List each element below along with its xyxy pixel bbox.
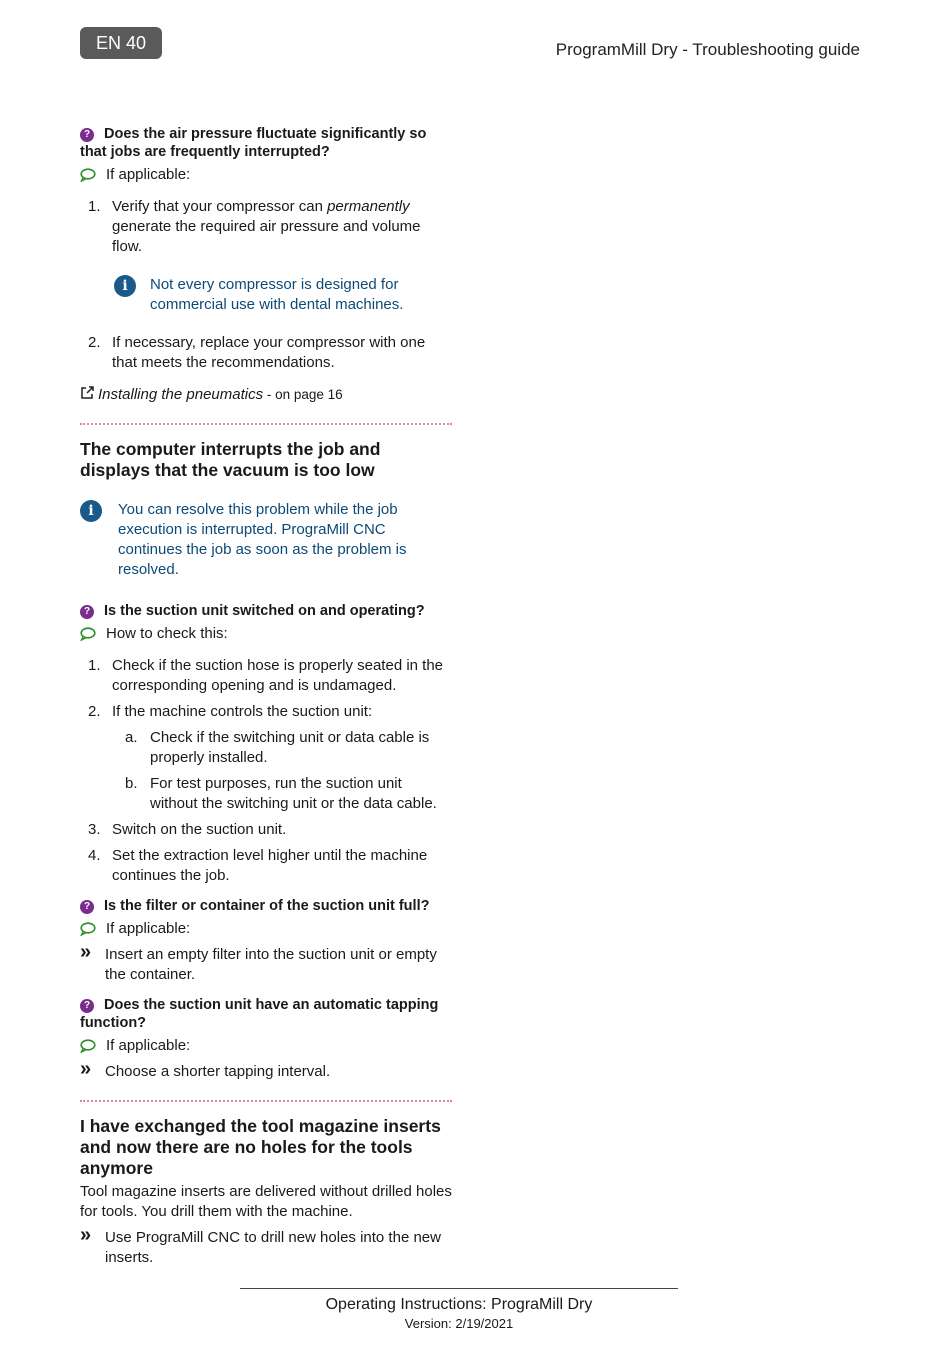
question-text: Does the air pressure fluctuate significantly so that jobs are frequently interrupted? bbox=[80, 126, 427, 160]
footer-title: Operating Instructions: PrograMill Dry bbox=[325, 1296, 593, 1313]
page-number-badge: EN 40 bbox=[80, 27, 162, 59]
answer-label: How to check this: bbox=[80, 624, 452, 644]
question-icon: ? bbox=[80, 605, 94, 619]
question-icon: ? bbox=[80, 128, 94, 142]
footer-rule bbox=[240, 1288, 678, 1289]
speech-bubble-icon bbox=[80, 168, 96, 182]
cross-reference-link[interactable]: Installing the pneumatics - on page 16 bbox=[80, 385, 452, 405]
section-divider bbox=[80, 423, 452, 425]
speech-bubble-icon bbox=[80, 922, 96, 936]
substep-item: a. Check if the switching unit or data cable is properly installed. bbox=[125, 729, 430, 766]
section-divider bbox=[80, 1100, 452, 1102]
question-tapping-function: ? Does the suction unit have an automatic tapping function? bbox=[80, 997, 439, 1031]
substep-item: b. For test purposes, run the suction unit without the switching unit or the data cable. bbox=[125, 775, 437, 812]
info-note: i Not every compressor is designed for commercial use with dental machines. bbox=[150, 275, 452, 315]
question-icon: ? bbox=[80, 999, 94, 1013]
answer-label: If applicable: bbox=[80, 165, 452, 185]
step-item: 2. If necessary, replace your compressor with one that meets the recommendations. bbox=[88, 334, 426, 371]
section-heading: The computer interrupts the job and displays that the vacuum is too low bbox=[80, 439, 381, 480]
footer-version: Version: 2/19/2021 bbox=[404, 1316, 514, 1331]
action-item: » Use PrograMill CNC to drill new holes into the new inserts. bbox=[80, 1224, 441, 1266]
action-item: » Insert an empty filter into the suction unit or empty the container. bbox=[80, 941, 437, 983]
speech-bubble-icon bbox=[80, 627, 96, 641]
info-note: i You can resolve this problem while the job execution is interrupted. PrograMill CNC continues the job as soon as the problem is resolved. bbox=[118, 500, 452, 580]
answer-label: If applicable: bbox=[80, 1036, 452, 1056]
step-item: 3. Switch on the suction unit. bbox=[88, 821, 287, 838]
external-link-icon bbox=[80, 386, 94, 400]
question-air-pressure bbox=[80, 125, 452, 161]
question-icon: ? bbox=[80, 900, 94, 914]
chevron-double-right-icon: » bbox=[80, 1058, 92, 1080]
chevron-double-right-icon: » bbox=[80, 1224, 92, 1246]
step-item: 4. Set the extraction level higher until the machine continues the job. bbox=[88, 847, 428, 884]
document-title: ProgramMill Dry - Troubleshooting guide bbox=[555, 40, 860, 59]
info-icon: i bbox=[114, 275, 136, 297]
paragraph: Tool magazine inserts are delivered without drilled holes for tools. You drill them with the machine. bbox=[80, 1183, 452, 1220]
question-filter-full: ? Is the filter or container of the suction unit full? bbox=[80, 897, 452, 915]
info-icon: i bbox=[80, 500, 102, 522]
step-item: 2. If the machine controls the suction unit: bbox=[88, 703, 373, 720]
step-item: 1. Check if the suction hose is properly seated in the corresponding opening and is undamaged. bbox=[88, 657, 444, 694]
step-item: 1. Verify that your compressor can permanently generate the required air pressure and volume flow. bbox=[88, 198, 421, 255]
speech-bubble-icon bbox=[80, 1039, 96, 1053]
action-item: » Choose a shorter tapping interval. bbox=[80, 1058, 331, 1080]
step-number: 2. bbox=[88, 334, 101, 351]
step-number: 1. bbox=[88, 198, 101, 215]
section-heading: I have exchanged the tool magazine inserts and now there are no holes for the tools anymore bbox=[80, 1116, 441, 1178]
main-column bbox=[80, 125, 452, 1268]
question-suction-unit-on: ? Is the suction unit switched on and operating? bbox=[80, 602, 452, 620]
answer-label: If applicable: bbox=[80, 919, 452, 939]
chevron-double-right-icon: » bbox=[80, 941, 92, 963]
